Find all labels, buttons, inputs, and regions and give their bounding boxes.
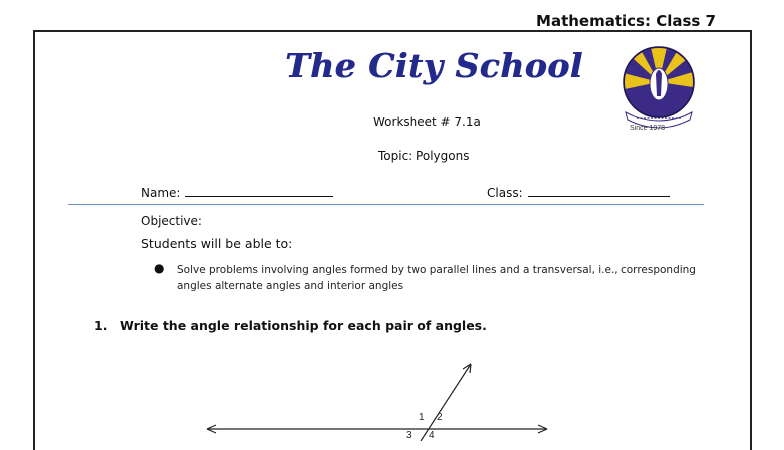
objective-heading: Objective: (141, 214, 202, 228)
angle-label: 4 (429, 430, 435, 441)
name-field[interactable] (141, 184, 333, 200)
arrowhead-up-icon (463, 364, 471, 373)
subject-class-label: Mathematics: Class 7 (536, 12, 716, 30)
worksheet-topic: Topic: Polygons (378, 149, 470, 163)
name-label: Name: (141, 186, 181, 200)
question-text: Write the angle relationship for each pair of angles. (120, 318, 487, 333)
school-title: The City School (285, 46, 583, 85)
objective-point: Solve problems involving angles formed by two parallel lines and a transversal, i.e., corresponding angles alternate angles and interior angles (177, 264, 696, 292)
angle-label: 2 (437, 412, 443, 423)
class-blank-line[interactable] (528, 184, 670, 197)
logo-since-text: Since 1978 (630, 125, 666, 132)
objective-intro: Students will be able to: (141, 236, 293, 251)
class-field[interactable] (487, 184, 670, 200)
worksheet-number: Worksheet # 7.1a (373, 115, 481, 129)
class-label: Class: (487, 186, 523, 200)
parallel-lines-diagram (115, 340, 555, 441)
name-blank-line[interactable] (185, 184, 333, 197)
bullet-icon: ● (154, 261, 165, 275)
angle-label: 3 (406, 430, 412, 441)
question-number: 1. (94, 318, 108, 333)
school-crest-icon (612, 38, 708, 134)
header-divider (68, 204, 704, 205)
question-1 (94, 318, 487, 333)
angle-label: 1 (419, 412, 425, 423)
